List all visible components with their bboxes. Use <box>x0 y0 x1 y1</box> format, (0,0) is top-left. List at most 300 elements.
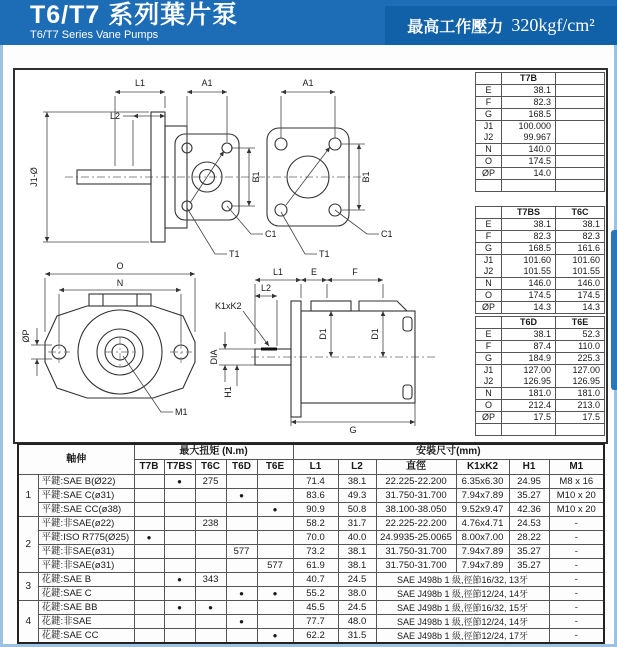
dim-param-label: G <box>476 109 502 121</box>
torque-cell <box>195 615 226 629</box>
dim-row <box>476 400 605 412</box>
dim-value <box>556 168 605 180</box>
dim-value: 174.5 <box>502 290 556 302</box>
torque-cell <box>134 503 164 517</box>
dim-param-label: G <box>476 243 502 255</box>
table-row <box>18 531 604 545</box>
dim-header-model: T6C <box>556 207 605 219</box>
dim-value: 38.1 <box>502 85 556 97</box>
dim-label-t1-right: T1 <box>319 249 330 259</box>
dim-value: 184.9 <box>502 353 556 365</box>
torque-cell <box>257 615 293 629</box>
m1-cell: - <box>549 629 604 644</box>
l2-cell: 31.5 <box>338 629 376 644</box>
dim-value <box>556 97 605 109</box>
m1-cell: - <box>549 601 604 615</box>
dim-row <box>476 243 605 255</box>
dim-param-label: O <box>476 290 502 302</box>
dim-table-2 <box>475 206 605 314</box>
dim-value: 82.3 <box>502 231 556 243</box>
table-row <box>18 629 604 644</box>
dim-value: 213.0 <box>556 400 605 412</box>
title-block <box>30 2 238 41</box>
torque-cell <box>164 587 195 601</box>
shaft-desc: 平鍵:非SAE(ø22) <box>38 517 134 531</box>
spec-table-head <box>18 444 604 475</box>
l1-cell: 40.7 <box>293 573 338 587</box>
l1-cell: 77.7 <box>293 615 338 629</box>
mount-col-header: L2 <box>338 460 376 475</box>
torque-cell: 238 <box>195 517 226 531</box>
dim-param-label: E <box>476 219 502 231</box>
spec-table <box>17 443 605 644</box>
dim-row <box>476 266 605 278</box>
l1-cell: 71.4 <box>293 475 338 489</box>
mount-col-header: M1 <box>549 460 604 475</box>
dim-label-m1: M1 <box>175 407 188 417</box>
dim-label-g: G <box>349 425 357 435</box>
l1-cell: 83.6 <box>293 489 338 503</box>
header-bar <box>0 0 617 45</box>
dim-label-f: F <box>352 267 358 277</box>
m1-cell: M8 x 16 <box>549 475 604 489</box>
shaft-desc: 平鍵:SAE C(ø31) <box>38 489 134 503</box>
dim-value: 146.0 <box>556 278 605 290</box>
spline-spec-cell: SAE J498b 1 級,徑節16/32, 13牙 <box>376 573 549 587</box>
torque-cell: ● <box>226 489 257 503</box>
dim-header-corner <box>476 317 502 329</box>
spline-spec-cell: SAE J498b 1 級,徑節12/24, 14牙 <box>376 615 549 629</box>
dim-label-d1-right: D1 <box>370 328 380 340</box>
torque-cell <box>134 587 164 601</box>
dim-cell-empty <box>476 180 502 192</box>
dim-cell-empty <box>556 180 605 192</box>
l2-cell: 24.5 <box>338 601 376 615</box>
k1k2-cell: 7.94x7.89 <box>456 489 509 503</box>
torque-cell <box>164 615 195 629</box>
l1-cell: 61.9 <box>293 559 338 573</box>
h1-cell: 28.22 <box>509 531 549 545</box>
dim-value: 168.5 <box>502 243 556 255</box>
k1k2-cell: 4.76x4.71 <box>456 517 509 531</box>
torque-cell <box>257 601 293 615</box>
dia-cell: 22.225-22.200 <box>376 475 456 489</box>
dim-value: 101.60 <box>502 255 556 267</box>
dim-label-op: ØP <box>21 329 31 343</box>
dim-value <box>556 85 605 97</box>
dim-value: 140.0 <box>502 144 556 156</box>
l1-cell: 58.2 <box>293 517 338 531</box>
torque-cell <box>134 475 164 489</box>
dim-label-e: E <box>310 267 318 277</box>
dim-label-b1-right: B1 <box>361 171 371 183</box>
shaft-desc: 平鍵:SAE CC(ø38) <box>38 503 134 517</box>
torque-cell: ● <box>164 601 195 615</box>
dim-value: 17.5 <box>556 412 605 424</box>
dim-value: 181.0 <box>556 388 605 400</box>
dim-param-label: J2 <box>476 266 502 278</box>
torque-cell <box>257 545 293 559</box>
table-row <box>18 517 604 531</box>
torque-cell: ● <box>257 587 293 601</box>
dim-row <box>476 302 605 314</box>
torque-col-header: T6C <box>195 460 226 475</box>
dim-value: 99.967 <box>502 132 556 144</box>
dim-table-header <box>476 317 605 329</box>
shaft-desc: 花鍵:SAE B <box>38 573 134 587</box>
torque-cell <box>134 615 164 629</box>
spline-spec-cell: SAE J498b 1 級,徑節12/24, 14牙 <box>376 587 549 601</box>
dim-value: 174.5 <box>556 290 605 302</box>
torque-cell <box>226 559 257 573</box>
mount-col-header: L1 <box>293 460 338 475</box>
dim-param-label: N <box>476 144 502 156</box>
shaft-desc: 花鍵:SAE BB <box>38 601 134 615</box>
torque-group-header: 最大扭矩 (N.m) <box>134 444 293 460</box>
h1-cell: 24.95 <box>509 475 549 489</box>
pressure-value: 320kgf/cm² <box>511 15 595 35</box>
shaft-desc: 平鍵:非SAE(ø31) <box>38 559 134 573</box>
dim-row <box>476 341 605 353</box>
torque-cell <box>134 489 164 503</box>
dim-label-b1-left: B1 <box>251 171 261 183</box>
dim-param-label: F <box>476 231 502 243</box>
dim-row <box>476 121 605 133</box>
dim-row <box>476 219 605 231</box>
torque-cell: ● <box>195 601 226 615</box>
dim-label-j1: J1-Ø <box>29 167 39 187</box>
dim-param-label: N <box>476 388 502 400</box>
dim-param-label: F <box>476 97 502 109</box>
group-number: 4 <box>18 601 38 644</box>
dim-value: 17.5 <box>502 412 556 424</box>
dim-value: 38.1 <box>556 219 605 231</box>
table-row <box>18 559 604 573</box>
l2-cell: 40.0 <box>338 531 376 545</box>
l1-cell: 70.0 <box>293 531 338 545</box>
dim-value: 14.3 <box>502 302 556 314</box>
l2-cell: 38.1 <box>338 475 376 489</box>
dim-value: 100.000 <box>502 121 556 133</box>
dim-label-l1-top: L1 <box>134 78 146 88</box>
mount-col-header: H1 <box>509 460 549 475</box>
torque-cell <box>134 545 164 559</box>
l2-cell: 31.7 <box>338 517 376 531</box>
table-row <box>18 587 604 601</box>
torque-cell <box>134 601 164 615</box>
page-subtitle: T6/T7 Series Vane Pumps <box>30 29 159 41</box>
dim-param-label: F <box>476 341 502 353</box>
dim-param-label: G <box>476 353 502 365</box>
dim-row-empty <box>476 180 605 192</box>
dim-value: 174.5 <box>502 156 556 168</box>
dim-header-model: T7BS <box>502 207 556 219</box>
h1-cell: 24.53 <box>509 517 549 531</box>
torque-cell <box>164 531 195 545</box>
table-row <box>18 601 604 615</box>
m1-cell: M10 x 20 <box>549 489 604 503</box>
dim-value: 126.95 <box>556 376 605 388</box>
torque-cell: 343 <box>195 573 226 587</box>
shaft-desc: 平鍵:非SAE(ø31) <box>38 545 134 559</box>
dim-label-dia: DIA <box>209 349 219 365</box>
torque-cell <box>164 629 195 644</box>
dim-row <box>476 388 605 400</box>
dim-header-corner <box>476 73 502 85</box>
dim-row <box>476 290 605 302</box>
torque-col-header: T7BS <box>164 460 195 475</box>
l1-cell: 55.2 <box>293 587 338 601</box>
m1-cell: - <box>549 615 604 629</box>
torque-cell <box>226 531 257 545</box>
dim-table-header <box>476 207 605 219</box>
mount-group-header: 安裝尺寸(mm) <box>293 444 604 460</box>
dim-label-n: N <box>116 278 124 288</box>
shaft-desc: 花鍵:SAE C <box>38 587 134 601</box>
torque-cell <box>164 517 195 531</box>
page-title: T6/T7 系列葉片泵 <box>30 1 239 29</box>
dim-param-label: J1 <box>476 255 502 267</box>
dim-row <box>476 365 605 377</box>
dim-param-label: ØP <box>476 168 502 180</box>
dim-header-corner <box>476 207 502 219</box>
dim-value: 161.6 <box>556 243 605 255</box>
dim-row <box>476 329 605 341</box>
dim-param-label: ØP <box>476 412 502 424</box>
pressure-panel <box>385 6 617 45</box>
torque-cell <box>257 531 293 545</box>
mount-col-header: 直徑 <box>376 460 456 475</box>
torque-cell <box>195 545 226 559</box>
torque-cell: 275 <box>195 475 226 489</box>
dim-header-model <box>556 73 605 85</box>
dim-param-label: E <box>476 329 502 341</box>
torque-cell <box>164 489 195 503</box>
dim-value: 52.3 <box>556 329 605 341</box>
dim-value: 82.3 <box>502 97 556 109</box>
dim-row-empty <box>476 424 605 436</box>
dim-value: 101.55 <box>502 266 556 278</box>
h1-cell: 35.27 <box>509 489 549 503</box>
shaft-header: 軸伸 <box>18 444 134 475</box>
dim-param-label: O <box>476 400 502 412</box>
l1-cell: 90.9 <box>293 503 338 517</box>
l2-cell: 38.1 <box>338 559 376 573</box>
dim-param-label: J1 <box>476 365 502 377</box>
torque-cell <box>134 629 164 644</box>
dim-label-c1-right: C1 <box>381 229 393 239</box>
dim-param-label: J2 <box>476 376 502 388</box>
torque-cell: ● <box>164 475 195 489</box>
spline-spec-cell: SAE J498b 1 級,徑節16/32, 15牙 <box>376 601 549 615</box>
torque-cell <box>134 559 164 573</box>
dim-value <box>556 121 605 133</box>
torque-col-header: T6D <box>226 460 257 475</box>
torque-cell <box>226 629 257 644</box>
dim-value: 168.5 <box>502 109 556 121</box>
dim-label-h1: H1 <box>223 386 233 398</box>
spec-header-row-1 <box>18 444 604 460</box>
k1k2-cell: 7.94x7.89 <box>456 545 509 559</box>
dim-cell-empty <box>502 180 556 192</box>
torque-cell: 577 <box>257 559 293 573</box>
torque-cell <box>226 517 257 531</box>
side-view <box>209 267 435 435</box>
dim-label-a1-right: A1 <box>302 78 314 88</box>
torque-cell <box>195 503 226 517</box>
shaft-desc: 花鍵:非SAE <box>38 615 134 629</box>
torque-cell <box>195 559 226 573</box>
dim-param-label: O <box>476 156 502 168</box>
torque-cell: ● <box>164 573 195 587</box>
pressure-label: 最高工作壓力 <box>407 19 504 36</box>
torque-cell <box>257 489 293 503</box>
dim-label-c1-left: C1 <box>265 229 277 239</box>
dim-label-a1-left: A1 <box>201 78 213 88</box>
dim-row <box>476 353 605 365</box>
torque-cell <box>226 601 257 615</box>
torque-cell <box>257 475 293 489</box>
dim-label-o: O <box>116 261 124 271</box>
torque-cell: ● <box>226 615 257 629</box>
drawing-box <box>13 68 608 444</box>
dim-value <box>556 109 605 121</box>
shaft-desc: 平鍵:ISO R775(Ø25) <box>38 531 134 545</box>
dim-label-l1-side: L1 <box>272 267 284 277</box>
table-row <box>18 475 604 489</box>
dim-row <box>476 168 605 180</box>
dim-label-l2-top: L2 <box>109 111 121 121</box>
dim-value: 82.3 <box>556 231 605 243</box>
dim-label-k1k2: K1xK2 <box>215 301 242 311</box>
torque-cell: 577 <box>226 545 257 559</box>
l2-cell: 38.0 <box>338 587 376 601</box>
k1k2-cell: 8.00x7.00 <box>456 531 509 545</box>
table-row <box>18 573 604 587</box>
torque-cell <box>226 503 257 517</box>
torque-cell <box>195 489 226 503</box>
dim-row <box>476 97 605 109</box>
l1-cell: 45.5 <box>293 601 338 615</box>
dim-value: 38.1 <box>502 219 556 231</box>
torque-cell: ● <box>257 629 293 644</box>
h1-cell: 35.27 <box>509 545 549 559</box>
torque-col-header: T7B <box>134 460 164 475</box>
m1-cell: - <box>549 573 604 587</box>
table-row <box>18 545 604 559</box>
torque-cell <box>195 629 226 644</box>
dim-label-t1-left: T1 <box>229 249 240 259</box>
dim-param-label: ØP <box>476 302 502 314</box>
dim-param-label: N <box>476 278 502 290</box>
dim-header-model: T6D <box>502 317 556 329</box>
dim-label-d1-left: D1 <box>318 328 328 340</box>
dim-row <box>476 156 605 168</box>
dim-value <box>556 156 605 168</box>
dim-table-header <box>476 73 605 85</box>
dim-row <box>476 231 605 243</box>
group-number: 3 <box>18 573 38 601</box>
torque-cell <box>164 503 195 517</box>
group-number: 2 <box>18 517 38 573</box>
front-view <box>21 261 195 417</box>
dim-param-label: E <box>476 85 502 97</box>
l2-cell: 50.8 <box>338 503 376 517</box>
table-row <box>18 503 604 517</box>
l2-cell: 49.3 <box>338 489 376 503</box>
k1k2-cell: 6.35x6.30 <box>456 475 509 489</box>
dim-value: 225.3 <box>556 353 605 365</box>
mount-col-header: K1xK2 <box>456 460 509 475</box>
m1-cell: M10 x 20 <box>549 503 604 517</box>
dim-value: 14.3 <box>556 302 605 314</box>
torque-cell <box>195 531 226 545</box>
dim-value: 87.4 <box>502 341 556 353</box>
dim-header-model: T6E <box>556 317 605 329</box>
m1-cell: - <box>549 587 604 601</box>
spec-table-body <box>18 475 604 644</box>
torque-cell <box>134 517 164 531</box>
table-row <box>18 615 604 629</box>
dim-value: 14.0 <box>502 168 556 180</box>
spline-spec-cell: SAE J498b 1 級,徑節12/24, 17牙 <box>376 629 549 644</box>
shaft-desc: 花鍵:SAE CC <box>38 629 134 644</box>
torque-cell <box>226 475 257 489</box>
spec-table-wrap <box>17 443 605 644</box>
top-view <box>29 78 393 259</box>
torque-cell: ● <box>257 503 293 517</box>
dim-value: 146.0 <box>502 278 556 290</box>
dim-table-1 <box>475 72 605 192</box>
torque-cell <box>257 573 293 587</box>
l2-cell: 24.5 <box>338 573 376 587</box>
group-number: 1 <box>18 475 38 517</box>
dim-value: 101.55 <box>556 266 605 278</box>
dim-value: 101.60 <box>556 255 605 267</box>
dia-cell: 24.9935-25.0065 <box>376 531 456 545</box>
dim-row <box>476 144 605 156</box>
m1-cell: - <box>549 531 604 545</box>
dim-value: 127.00 <box>556 365 605 377</box>
table-row <box>18 489 604 503</box>
torque-cell <box>226 573 257 587</box>
torque-cell: ● <box>134 531 164 545</box>
torque-col-header: T6E <box>257 460 293 475</box>
dim-header-model: T7B <box>502 73 556 85</box>
dim-cell-empty <box>502 424 556 436</box>
dim-value: 110.0 <box>556 341 605 353</box>
h1-cell: 42.36 <box>509 503 549 517</box>
m1-cell: - <box>549 517 604 531</box>
dim-row <box>476 109 605 121</box>
dia-cell: 31.750-31.700 <box>376 489 456 503</box>
dim-value: 38.1 <box>502 329 556 341</box>
shaft-desc: 平鍵:SAE B(Ø22) <box>38 475 134 489</box>
dia-cell: 22.225-22.200 <box>376 517 456 531</box>
m1-cell: - <box>549 545 604 559</box>
dim-row <box>476 278 605 290</box>
k1k2-cell: 9.52x9.47 <box>456 503 509 517</box>
torque-cell: ● <box>226 587 257 601</box>
dim-row <box>476 376 605 388</box>
torque-cell <box>134 573 164 587</box>
dim-cell-empty <box>476 424 502 436</box>
torque-cell <box>164 559 195 573</box>
torque-cell <box>164 545 195 559</box>
dim-table-3 <box>475 316 605 436</box>
k1k2-cell: 7.94x7.89 <box>456 559 509 573</box>
l2-cell: 48.0 <box>338 615 376 629</box>
